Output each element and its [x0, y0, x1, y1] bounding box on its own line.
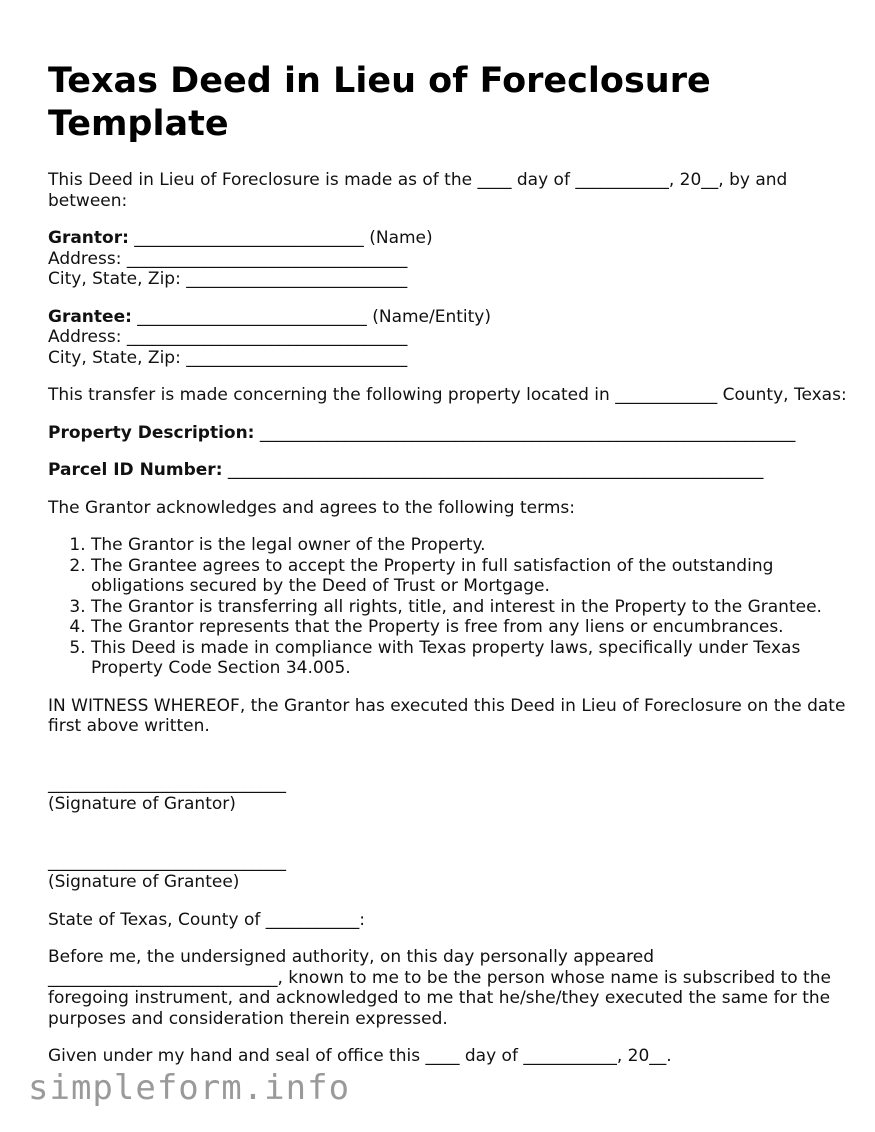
list-item: 4. The Grantor represents that the Property is free from any liens or encumbrances.: [91, 617, 848, 638]
watermark: simpleform.info: [28, 1068, 351, 1108]
grantee-signature-caption: (Signature of Grantee): [48, 872, 240, 892]
grantee-city: City, State, Zip: __________________________: [48, 347, 408, 368]
grantee-name-line: [48, 307, 848, 328]
list-item: 1. The Grantor is the legal owner of the Property.: [91, 535, 848, 556]
document-page: [48, 0, 848, 1067]
acknowledgment-paragraph: Before me, the undersigned authority, on this day personally appeared ___________________________, known to me to be the person whose name is subscribed to the foregoing instrument, and acknowledged to me that he/she/they executed the same for the purposes and consideration therein expressed.: [48, 947, 831, 1029]
parcel-id-blank: _______________________________________________________________: [222, 460, 764, 480]
grantor-name-blank: ___________________________ (Name): [128, 228, 433, 248]
property-description-label: Property Description:: [48, 422, 255, 443]
intro-paragraph: This Deed in Lieu of Foreclosure is made as of the ____ day of ___________, 20__, by and between:: [48, 170, 788, 211]
list-item: 2. The Grantee agrees to accept the Property in full satisfaction of the outstanding obligations secured by the Deed of Trust or Mortgage.: [91, 556, 848, 597]
grantor-block: [48, 228, 848, 290]
terms-list: [48, 535, 848, 679]
grantee-label: Grantee:: [48, 306, 132, 327]
grantor-city: City, State, Zip: __________________________: [48, 269, 408, 289]
terms-intro: The Grantor acknowledges and agrees to the following terms:: [48, 497, 575, 518]
grantor-label: Grantor:: [48, 228, 129, 248]
parcel-id-label: Parcel ID Number:: [48, 460, 223, 480]
grantee-signature-block: [48, 852, 848, 893]
list-item: 3. The Grantor is transferring all rights, title, and interest in the Property to the Grantee.: [91, 597, 848, 618]
page-title: Texas Deed in Lieu of Foreclosure Template: [48, 61, 711, 144]
grantor-name-line: [48, 228, 848, 249]
grantee-address: Address: _________________________________: [48, 327, 408, 347]
list-item: 5. This Deed is made in compliance with Texas property laws, specifically under Texas Property Code Section 34.005.: [91, 638, 848, 679]
property-description-line: [48, 423, 848, 444]
county-line: State of Texas, County of ___________:: [48, 909, 365, 930]
witness-paragraph: IN WITNESS WHEREOF, the Grantor has executed this Deed in Lieu of Foreclosure on the date first above written.: [48, 695, 846, 736]
grantor-signature-block: [48, 774, 848, 815]
transfer-paragraph: This transfer is made concerning the following property located in ____________ County, Texas:: [48, 385, 847, 405]
grantor-signature-line: ____________________________: [48, 773, 286, 794]
grantee-name-blank: ___________________________ (Name/Entity): [131, 306, 491, 327]
grantor-address: Address: _________________________________: [48, 248, 408, 269]
grantee-signature-line: ____________________________: [48, 851, 286, 872]
property-description-blank: _______________________________________________________________: [254, 422, 796, 443]
given-under-hand-line: Given under my hand and seal of office this ____ day of ___________, 20__.: [48, 1046, 672, 1066]
grantee-block: [48, 307, 848, 369]
parcel-id-line: [48, 460, 848, 481]
grantor-signature-caption: (Signature of Grantor): [48, 794, 236, 814]
